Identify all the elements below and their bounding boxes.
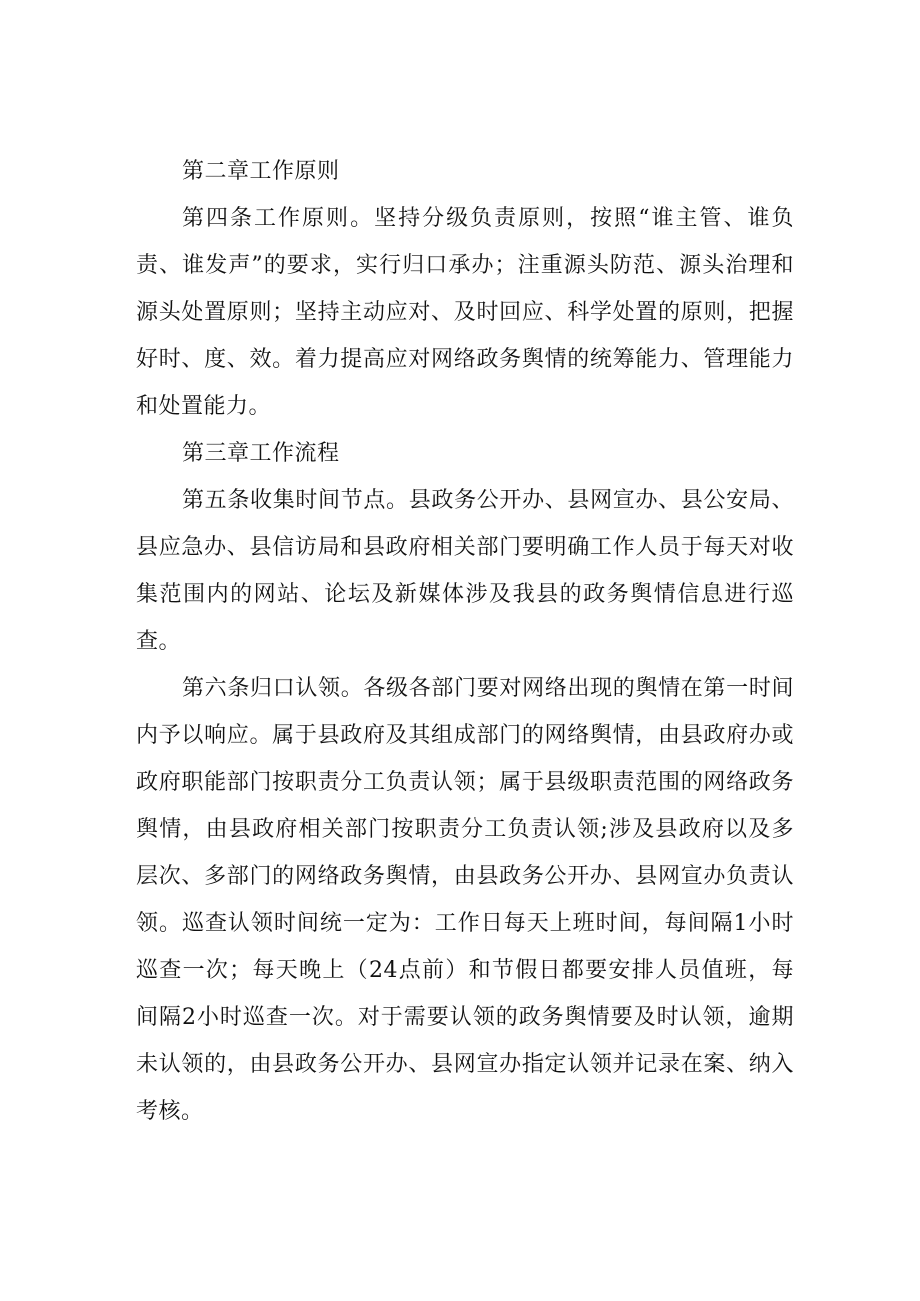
chapter-2-heading: 第二章工作原则 [182, 159, 340, 184]
chapter-3-heading: 第三章工作流程 [182, 441, 340, 466]
document-body [136, 148, 794, 1135]
article-4-paragraph: 第四条工作原则。坚持分级负责原则，按照“谁主管、谁负责、谁发声”的要求，实行归口承办；注重源头防范、源头治理和源头处置原则；坚持主动应对、及时回应、科学处置的原则，把握好时、度、效。着力提高应对网络政务舆情的统筹能力、管理能力和处置能力。 [136, 206, 794, 419]
article-5-paragraph: 第五条收集时间节点。县政务公开办、县网宣办、县公安局、县应急办、县信访局和县政府相关部门要明确工作人员于每天对收集范围内的网站、论坛及新媒体涉及我县的政务舆情信息进行巡查。 [136, 488, 794, 654]
article-6-paragraph: 第六条归口认领。各级各部门要对网络出现的舆情在第一时间内予以响应。属于县政府及其组成部门的网络舆情，由县政府办或政府职能部门按职责分工负责认领；属于县级职责范围的网络政务舆情，由县政府相关部门按职责分工负责认领;涉及县政府以及多层次、多部门的网络政务舆情，由县政务公开办、县网宣办负责认领。巡查认领时间统一定为：工作日每天上班时间，每间隔1小时巡查一次；每天晚上（24点前）和节假日都要安排人员值班，每间隔2小时巡查一次。对于需要认领的政务舆情要及时认领，逾期未认领的，由县政务公开办、县网宣办指定认领并记录在案、纳入考核。 [136, 676, 794, 1124]
